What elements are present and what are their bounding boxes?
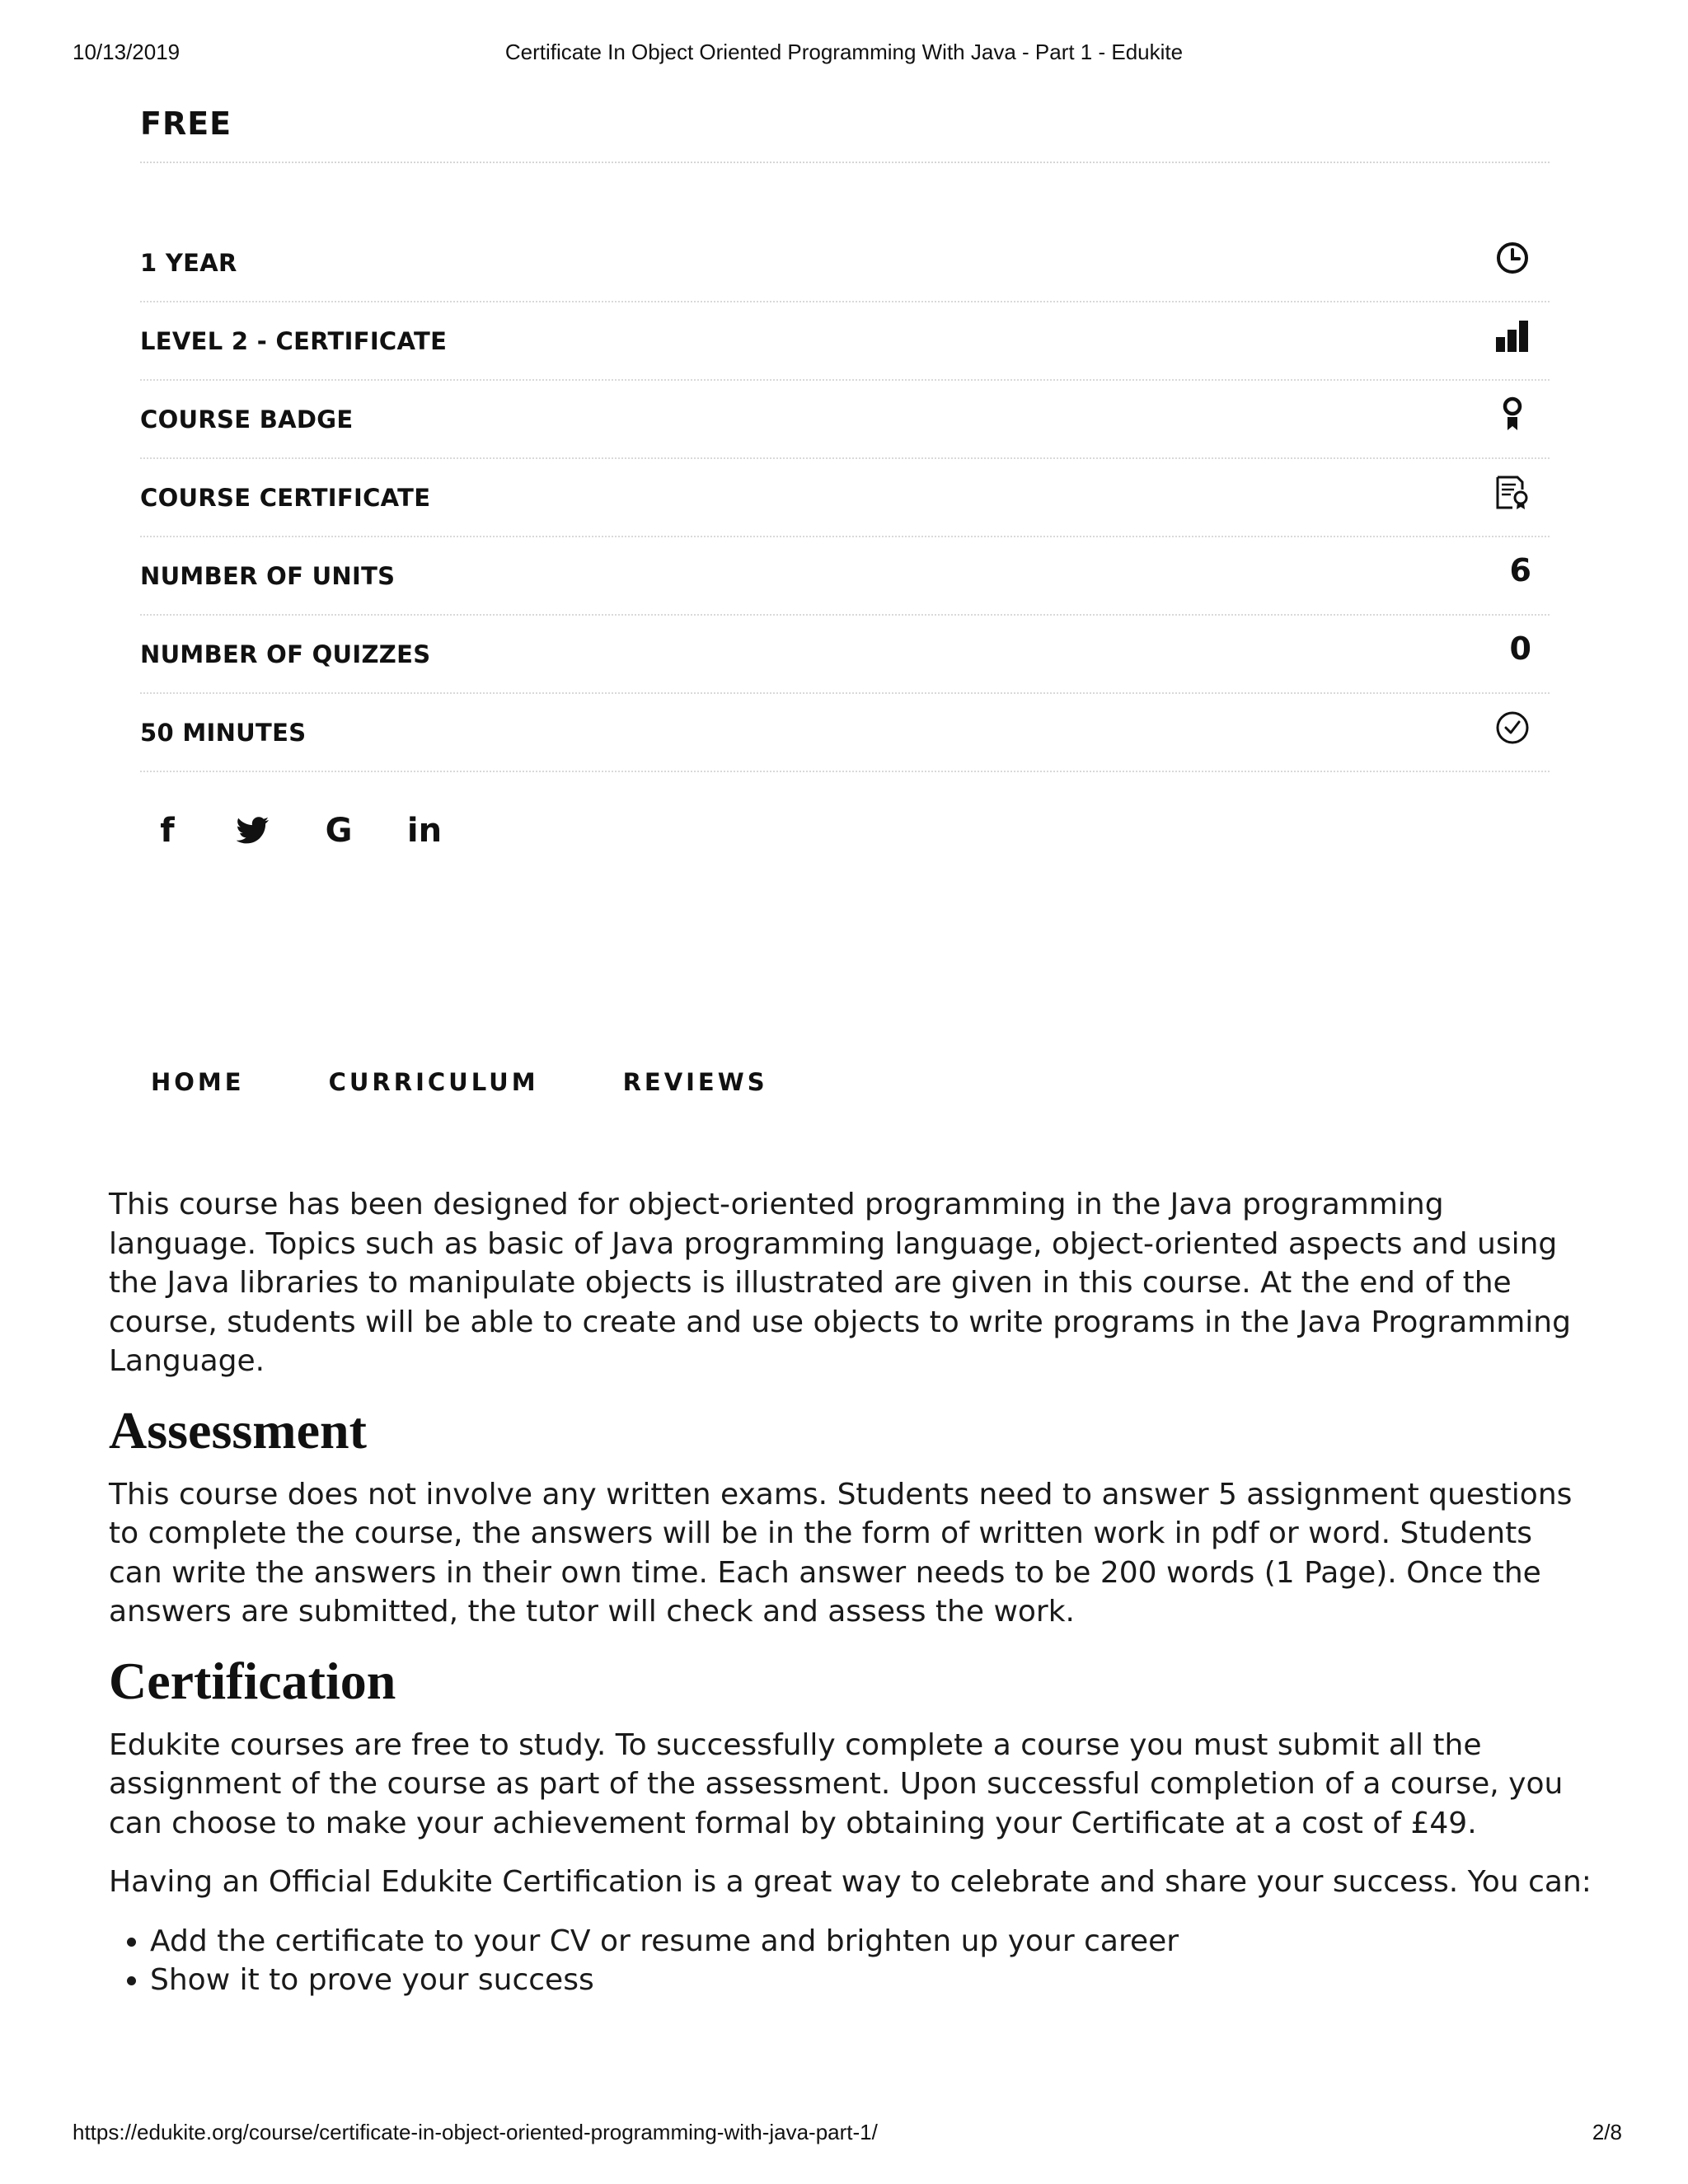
meta-item-duration bbox=[140, 224, 1550, 302]
course-meta-list bbox=[140, 224, 1550, 772]
tab-home[interactable]: HOME bbox=[151, 1068, 245, 1096]
linkedin-icon[interactable]: in bbox=[406, 812, 443, 850]
meta-label-certificate: COURSE CERTIFICATE bbox=[140, 484, 431, 512]
meta-label-duration: 1 YEAR bbox=[140, 249, 237, 277]
print-page-title: Certificate In Object Oriented Programming With Java - Part 1 - Edukite bbox=[504, 40, 1184, 64]
course-price: FREE bbox=[140, 105, 232, 142]
assessment-heading: Assessment bbox=[109, 1400, 367, 1460]
certificate-icon bbox=[1493, 474, 1531, 512]
meta-label-time: 50 MINUTES bbox=[140, 719, 307, 747]
course-tabs bbox=[151, 1068, 768, 1096]
list-item: • Show it to prove your success bbox=[150, 1961, 1592, 2000]
course-description bbox=[109, 1185, 1592, 2000]
tab-curriculum[interactable]: CURRICULUM bbox=[328, 1068, 539, 1096]
social-share-bar bbox=[148, 812, 443, 850]
meta-item-quizzes bbox=[140, 616, 1550, 694]
meta-label-units: NUMBER OF UNITS bbox=[140, 562, 396, 590]
print-footer bbox=[0, 2120, 1688, 2149]
print-date: 10/13/2019 bbox=[73, 40, 181, 64]
list-item: • Add the certificate to your CV or resume and brighten up your career bbox=[150, 1922, 1592, 1961]
certification-benefits-intro: Having an Official Edukite Certification is a great way to celebrate and share your success. You can: bbox=[109, 1865, 1592, 1899]
facebook-icon[interactable]: f bbox=[160, 812, 175, 850]
intro-paragraph: This course has been designed for object-oriented programming in the Java programming language. Topics such as basic of Java programming language, object-oriented aspects and using the Java libraries to manipulate objects is illustrated are given in this course. At the end of the course, students will be able to create and use objects to write programs in the Java Programming Language. bbox=[109, 1188, 1571, 1378]
print-url: https://edukite.org/course/certificate-in-object-oriented-programming-with-java-part-1/ bbox=[73, 2120, 878, 2144]
meta-item-certificate bbox=[140, 459, 1550, 537]
print-header bbox=[0, 40, 1688, 69]
meta-item-badge bbox=[140, 381, 1550, 459]
meta-item-level bbox=[140, 302, 1550, 381]
meta-item-units bbox=[140, 537, 1550, 616]
quizzes-count: 0 bbox=[1509, 630, 1531, 667]
meta-label-level: LEVEL 2 - CERTIFICATE bbox=[140, 327, 448, 355]
units-count: 6 bbox=[1509, 552, 1531, 588]
print-page-number: 2/8 bbox=[1592, 2120, 1622, 2144]
level-bars-icon bbox=[1493, 317, 1531, 355]
twitter-icon[interactable] bbox=[234, 812, 272, 850]
google-icon[interactable]: G bbox=[325, 812, 353, 850]
clock-icon bbox=[1493, 239, 1531, 277]
meta-label-quizzes: NUMBER OF QUIZZES bbox=[140, 640, 431, 668]
certification-paragraph: Edukite courses are free to study. To successfully complete a course you must submit all the assignment of the course as part of the assessment. Upon successful completion of a course, you can choose to make your achievement formal by obtaining your Certificate at a cost of £49. bbox=[109, 1727, 1564, 1840]
benefits-list bbox=[109, 1922, 1592, 2000]
check-clock-icon bbox=[1493, 709, 1531, 747]
price-divider bbox=[140, 162, 1550, 163]
assessment-paragraph: This course does not involve any written exams. Students need to answer 5 assignment questions to complete the course, the answers will be in the form of written work in pdf or word. Students can write the answers in their own time. Each answer needs to be 200 words (1 Page). Once the answers are submitted, the tutor will check and assess the work. bbox=[109, 1477, 1573, 1629]
certification-heading: Certification bbox=[109, 1651, 396, 1710]
tab-reviews[interactable]: REVIEWS bbox=[622, 1068, 768, 1096]
badge-icon bbox=[1493, 396, 1531, 434]
meta-label-badge: COURSE BADGE bbox=[140, 405, 354, 434]
meta-item-time bbox=[140, 694, 1550, 772]
